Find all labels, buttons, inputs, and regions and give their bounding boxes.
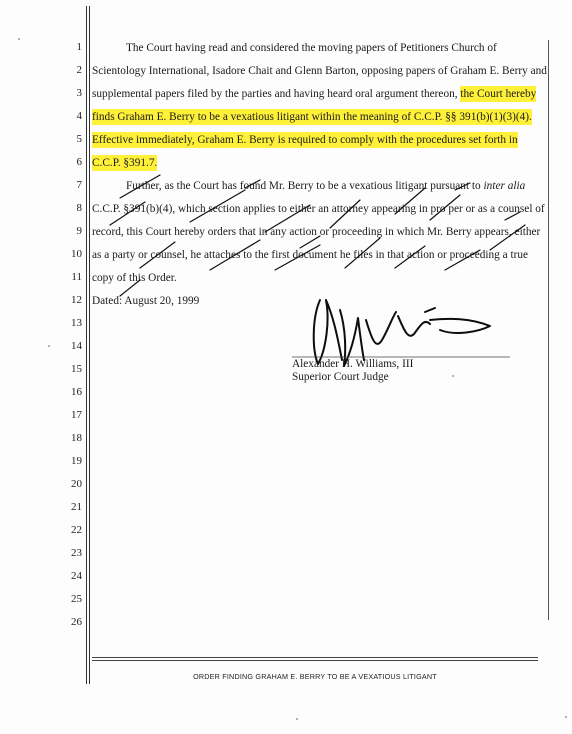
body-line-9: record, this Court hereby orders that in any action or proceeding in which Mr. Berry appears, either [92, 226, 541, 238]
line-number: 3 [76, 87, 82, 99]
line-number: 17 [71, 409, 82, 421]
line-number: 21 [71, 501, 82, 513]
line-number: 14 [71, 340, 82, 352]
judge-name: Alexander H. Williams, III [292, 358, 414, 370]
highlighted-text: the Court hereby [460, 88, 537, 100]
footer-rule [92, 657, 538, 658]
line-number: 25 [71, 593, 82, 605]
left-margin-rule-inner [89, 6, 90, 684]
scan-speck [452, 375, 454, 377]
highlighted-text: C.C.P. §391.7. [92, 157, 158, 169]
scan-speck [48, 345, 50, 347]
line-number: 13 [71, 317, 82, 329]
line-number: 6 [76, 156, 82, 168]
body-line-8: C.C.P. §391(b)(4), which section applies to either an attorney appearing in pro per or as a counsel of [92, 203, 545, 215]
body-line-6 [92, 156, 157, 170]
judge-signature [314, 300, 490, 366]
right-margin-rule [548, 40, 549, 620]
body-line-3 [92, 87, 536, 101]
line-number: 20 [71, 478, 82, 490]
line-number: 19 [71, 455, 82, 467]
body-line-2: Scientology International, Isadore Chait and Glenn Barton, opposing papers of Graham E. Berry and [92, 65, 547, 77]
line-number: 23 [71, 547, 82, 559]
line-number: 4 [76, 110, 82, 122]
line-number: 15 [71, 363, 82, 375]
line-number: 11 [71, 271, 82, 283]
line-number: 5 [76, 133, 82, 145]
scan-speck [296, 718, 298, 720]
line-number: 10 [71, 248, 82, 260]
body-line-7-text: Further, as the Court has found Mr. Berry to be a vexatious litigant pursuant to [126, 180, 481, 192]
line-number: 16 [71, 386, 82, 398]
body-line-5 [92, 133, 518, 147]
line-number: 26 [71, 616, 82, 628]
scan-speck [565, 716, 567, 718]
line-number: 9 [76, 225, 82, 237]
judge-title: Superior Court Judge [292, 371, 389, 383]
line-number: 7 [76, 179, 82, 191]
line-number: 12 [71, 294, 82, 306]
line-number: 1 [76, 41, 82, 53]
body-line-3-text: supplemental papers filed by the parties and having heard oral argument thereon, [92, 88, 458, 100]
highlighted-text: Effective immediately, Graham E. Berry is required to comply with the procedures set forth in [92, 134, 518, 146]
body-line-11: copy of this Order. [92, 272, 177, 284]
left-margin-rule [86, 6, 87, 684]
line-number: 22 [71, 524, 82, 536]
body-line-10: as a party or counsel, he attaches to the first document he files in that action or proceeding a true [92, 249, 529, 261]
line-number: 8 [76, 202, 82, 214]
line-number: 24 [71, 570, 82, 582]
italic-latin: inter alia [483, 180, 526, 192]
footer-caption: ORDER FINDING GRAHAM E. BERRY TO BE A VEXATIOUS LITIGANT [193, 672, 437, 681]
body-line-4 [92, 110, 532, 124]
signature-block [292, 358, 413, 384]
line-number: 18 [71, 432, 82, 444]
body-line-7 [126, 179, 525, 193]
body-line-1: The Court having read and considered the moving papers of Petitioners Church of [126, 42, 497, 54]
highlighted-text: finds Graham E. Berry to be a vexatious litigant within the meaning of C.C.P. §§ 391(b)(1)(3)(4). [92, 111, 532, 123]
line-number: 2 [76, 64, 82, 76]
dated-line: Dated: August 20, 1999 [92, 295, 200, 307]
footer-rule-lower [92, 660, 538, 661]
scan-speck [18, 38, 20, 40]
